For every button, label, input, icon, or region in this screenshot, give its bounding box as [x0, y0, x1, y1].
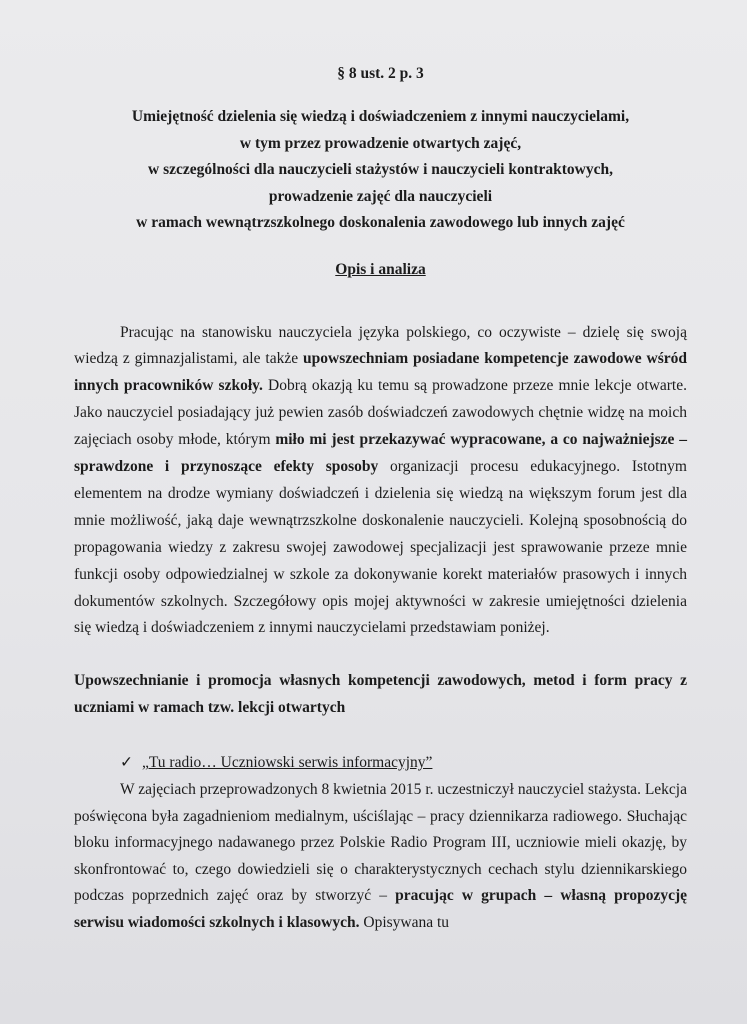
paragraph-text: Pracując na stanowisku nauczyciela języka polskiego, co oczywiste – dzielę się swoją wiedzą z gimnazjalistami, ale także	[74, 323, 687, 368]
document-heading	[74, 104, 687, 237]
paragraph-bold: miło mi jest przekazywać wypracowane, a co najważniejsze – sprawdzone i przynoszące efekty sposoby	[74, 431, 687, 476]
heading-line: prowadzenie zajęć dla nauczycieli	[268, 187, 493, 205]
lesson-paragraph	[74, 777, 687, 936]
section-reference: § 8 ust. 2 p. 3	[337, 65, 424, 82]
paragraph-bold: pracując w grupach – własną propozycję serwisu wiadomości szkolnych i klasowych.	[74, 887, 687, 931]
paragraph-text: W zajęciach przeprowadzonych 8 kwietnia 2015 r. uczestniczył nauczyciel stażysta. Lekcja poświęcona była zagadnieniom medialnym, uściślając – pracy dziennikarza radiowego. Słuchając bloku informacyjnego nadawanego przez Polskie Radio Program III, uczniowie mieli okazję, by skonfrontować to, czego dowiedzieli się o charakterystycznych cechach stylu dziennikarskiego podczas poprzednich zajęć oraz by stworzyć –	[74, 781, 687, 905]
paragraph-text: organizacji procesu edukacyjnego. Istotnym elementem na drodze wymiany doświadczeń i dzielenia się wiedzą na większym forum jest dla mnie możliwość, jaką daje wewnątrzszkolne doskonalenie nauczycieli. Kolejną sposobnością do propagowania wiedzy z zakresu swojej zawodowej specjalizacji jest sprawowanie przeze mnie funkcji osoby odpowiedzialnej w szkole za dokonywanie korekt materiałów prasowych i innych dokumentów szkolnych. Szczegółowy opis mojej aktywności w zakresie umiejętności dzielenia się wiedzą i doświadczeniem z innymi nauczycielami przedstawiam poniżej.	[74, 458, 687, 637]
lesson-title: „Tu radio… Uczniowski serwis informacyjny”	[142, 754, 433, 772]
intro-paragraph	[74, 320, 687, 643]
heading-line: w ramach wewnątrzszkolnego doskonalenia zawodowego lub innych zajęć	[136, 214, 625, 231]
paragraph-text: Dobrą okazją ku temu są prowadzone przeze mnie lekcje otwarte. Jako nauczyciel posiadający już pewien zasób doświadczeń zawodowych chętnie widzę na moich zajęciach osoby młode, którym	[74, 377, 687, 449]
heading-line: w szczególności dla nauczycieli stażystów i nauczycieli kontraktowych,	[148, 161, 613, 178]
subsection-heading: Upowszechnianie i promocja własnych kompetencji zawodowych, metod i form pracy z uczniami w ramach tzw. lekcji otwartych	[74, 672, 687, 716]
section-subtitle: Opis i analiza	[335, 260, 426, 278]
lesson-item-title	[74, 751, 687, 775]
checkmark-icon: ✓	[120, 754, 133, 772]
heading-line: w tym przez prowadzenie otwartych zajęć,	[239, 134, 522, 152]
paragraph-text: Opisywana tu	[359, 913, 450, 931]
heading-line: Umiejętność dzielenia się wiedzą i doświadczeniem z innymi nauczycielami,	[131, 108, 630, 125]
paragraph-bold: upowszechniam posiadane kompetencje zawodowe wśród innych pracowników szkoły.	[74, 350, 688, 395]
